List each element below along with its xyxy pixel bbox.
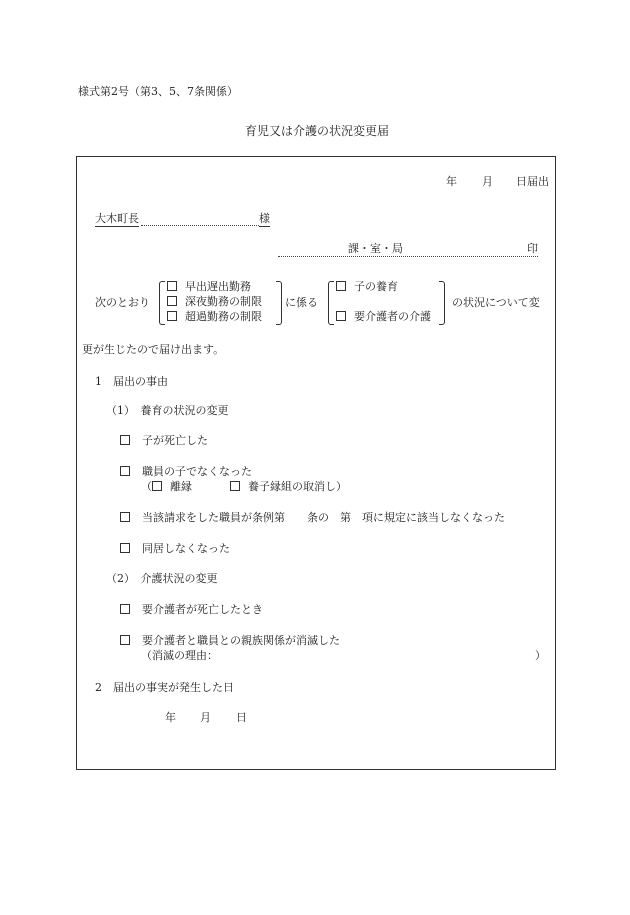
- checkbox-icon[interactable]: [120, 543, 130, 553]
- intro-suffix: の状況について変: [452, 296, 540, 309]
- intro-connector: に係る: [285, 296, 318, 309]
- sender-dotted-line: [278, 256, 538, 257]
- intro-prefix: 次のとおり: [95, 296, 150, 309]
- option-nursing: 要介護者の介護: [336, 310, 431, 324]
- submission-year: 年: [446, 175, 457, 188]
- form-number: 様式第2号（第3、5、7条関係）: [78, 85, 238, 98]
- intro-continuation: 更が生じたので届け出ます。: [82, 343, 225, 356]
- checkbox-icon[interactable]: [167, 311, 177, 321]
- sub1-item2-detail: （ 離縁 養子縁組の取消し）: [141, 480, 347, 493]
- occurrence-day: 日: [236, 711, 247, 724]
- section2-heading: 2 届出の事実が発生した日: [95, 681, 234, 694]
- checkbox-icon[interactable]: [230, 481, 240, 491]
- option-childcare: 子の養育: [336, 280, 398, 294]
- section1-heading: 1 届出の事由: [95, 375, 168, 388]
- option-night-limit: 深夜勤務の制限: [167, 295, 262, 309]
- addressee-dotted-line: [141, 225, 259, 226]
- option-early-late: 早出遅出勤務: [167, 280, 251, 294]
- occurrence-year: 年: [165, 711, 176, 724]
- checkbox-icon[interactable]: [336, 311, 346, 321]
- page-title: 育児又は介護の状況変更届: [245, 124, 390, 138]
- sub1-heading: （1） 養育の状況の変更: [106, 404, 229, 417]
- occurrence-month: 月: [200, 711, 211, 724]
- checkbox-icon[interactable]: [120, 466, 130, 476]
- sub2-reason-label: （消滅の理由：: [141, 649, 218, 662]
- brace-a-right: [276, 281, 282, 325]
- brace-a-left: [159, 281, 165, 325]
- sub2-item-relation-ended: 要介護者と職員との親族関係が消滅した: [120, 634, 340, 648]
- checkbox-icon[interactable]: [120, 604, 130, 614]
- sub1-item-no-longer-applicable: 当該請求をした職員が条例第 条の 第 項に規定に該当しなくなった: [120, 511, 505, 525]
- sub1-item-not-cohabiting: 同居しなくなった: [120, 542, 230, 556]
- sender-seal: 印: [527, 242, 538, 255]
- sender-dept: 課・室・局: [348, 242, 403, 255]
- option-overtime-limit: 超過勤務の制限: [167, 310, 262, 324]
- checkbox-icon[interactable]: [120, 435, 130, 445]
- form-box: [76, 156, 556, 770]
- submission-month: 月: [482, 175, 493, 188]
- checkbox-icon[interactable]: [167, 296, 177, 306]
- submission-day: 日届出: [516, 175, 549, 188]
- addressee-honorific: 様: [259, 212, 270, 225]
- brace-b-right: [439, 281, 445, 325]
- checkbox-icon[interactable]: [152, 481, 162, 491]
- sub1-item-child-died: 子が死亡した: [120, 434, 208, 448]
- checkbox-icon[interactable]: [336, 281, 346, 291]
- checkbox-icon[interactable]: [120, 635, 130, 645]
- addressee-name: 大木町長: [95, 212, 139, 225]
- brace-b-left: [328, 281, 334, 325]
- sub2-item-died: 要介護者が死亡したとき: [120, 603, 263, 617]
- sub1-item-not-child: 職員の子でなくなった: [120, 465, 252, 479]
- checkbox-icon[interactable]: [167, 281, 177, 291]
- sub2-reason-close: ）: [535, 649, 546, 662]
- sub2-heading: （2） 介護状況の変更: [106, 572, 218, 585]
- checkbox-icon[interactable]: [120, 512, 130, 522]
